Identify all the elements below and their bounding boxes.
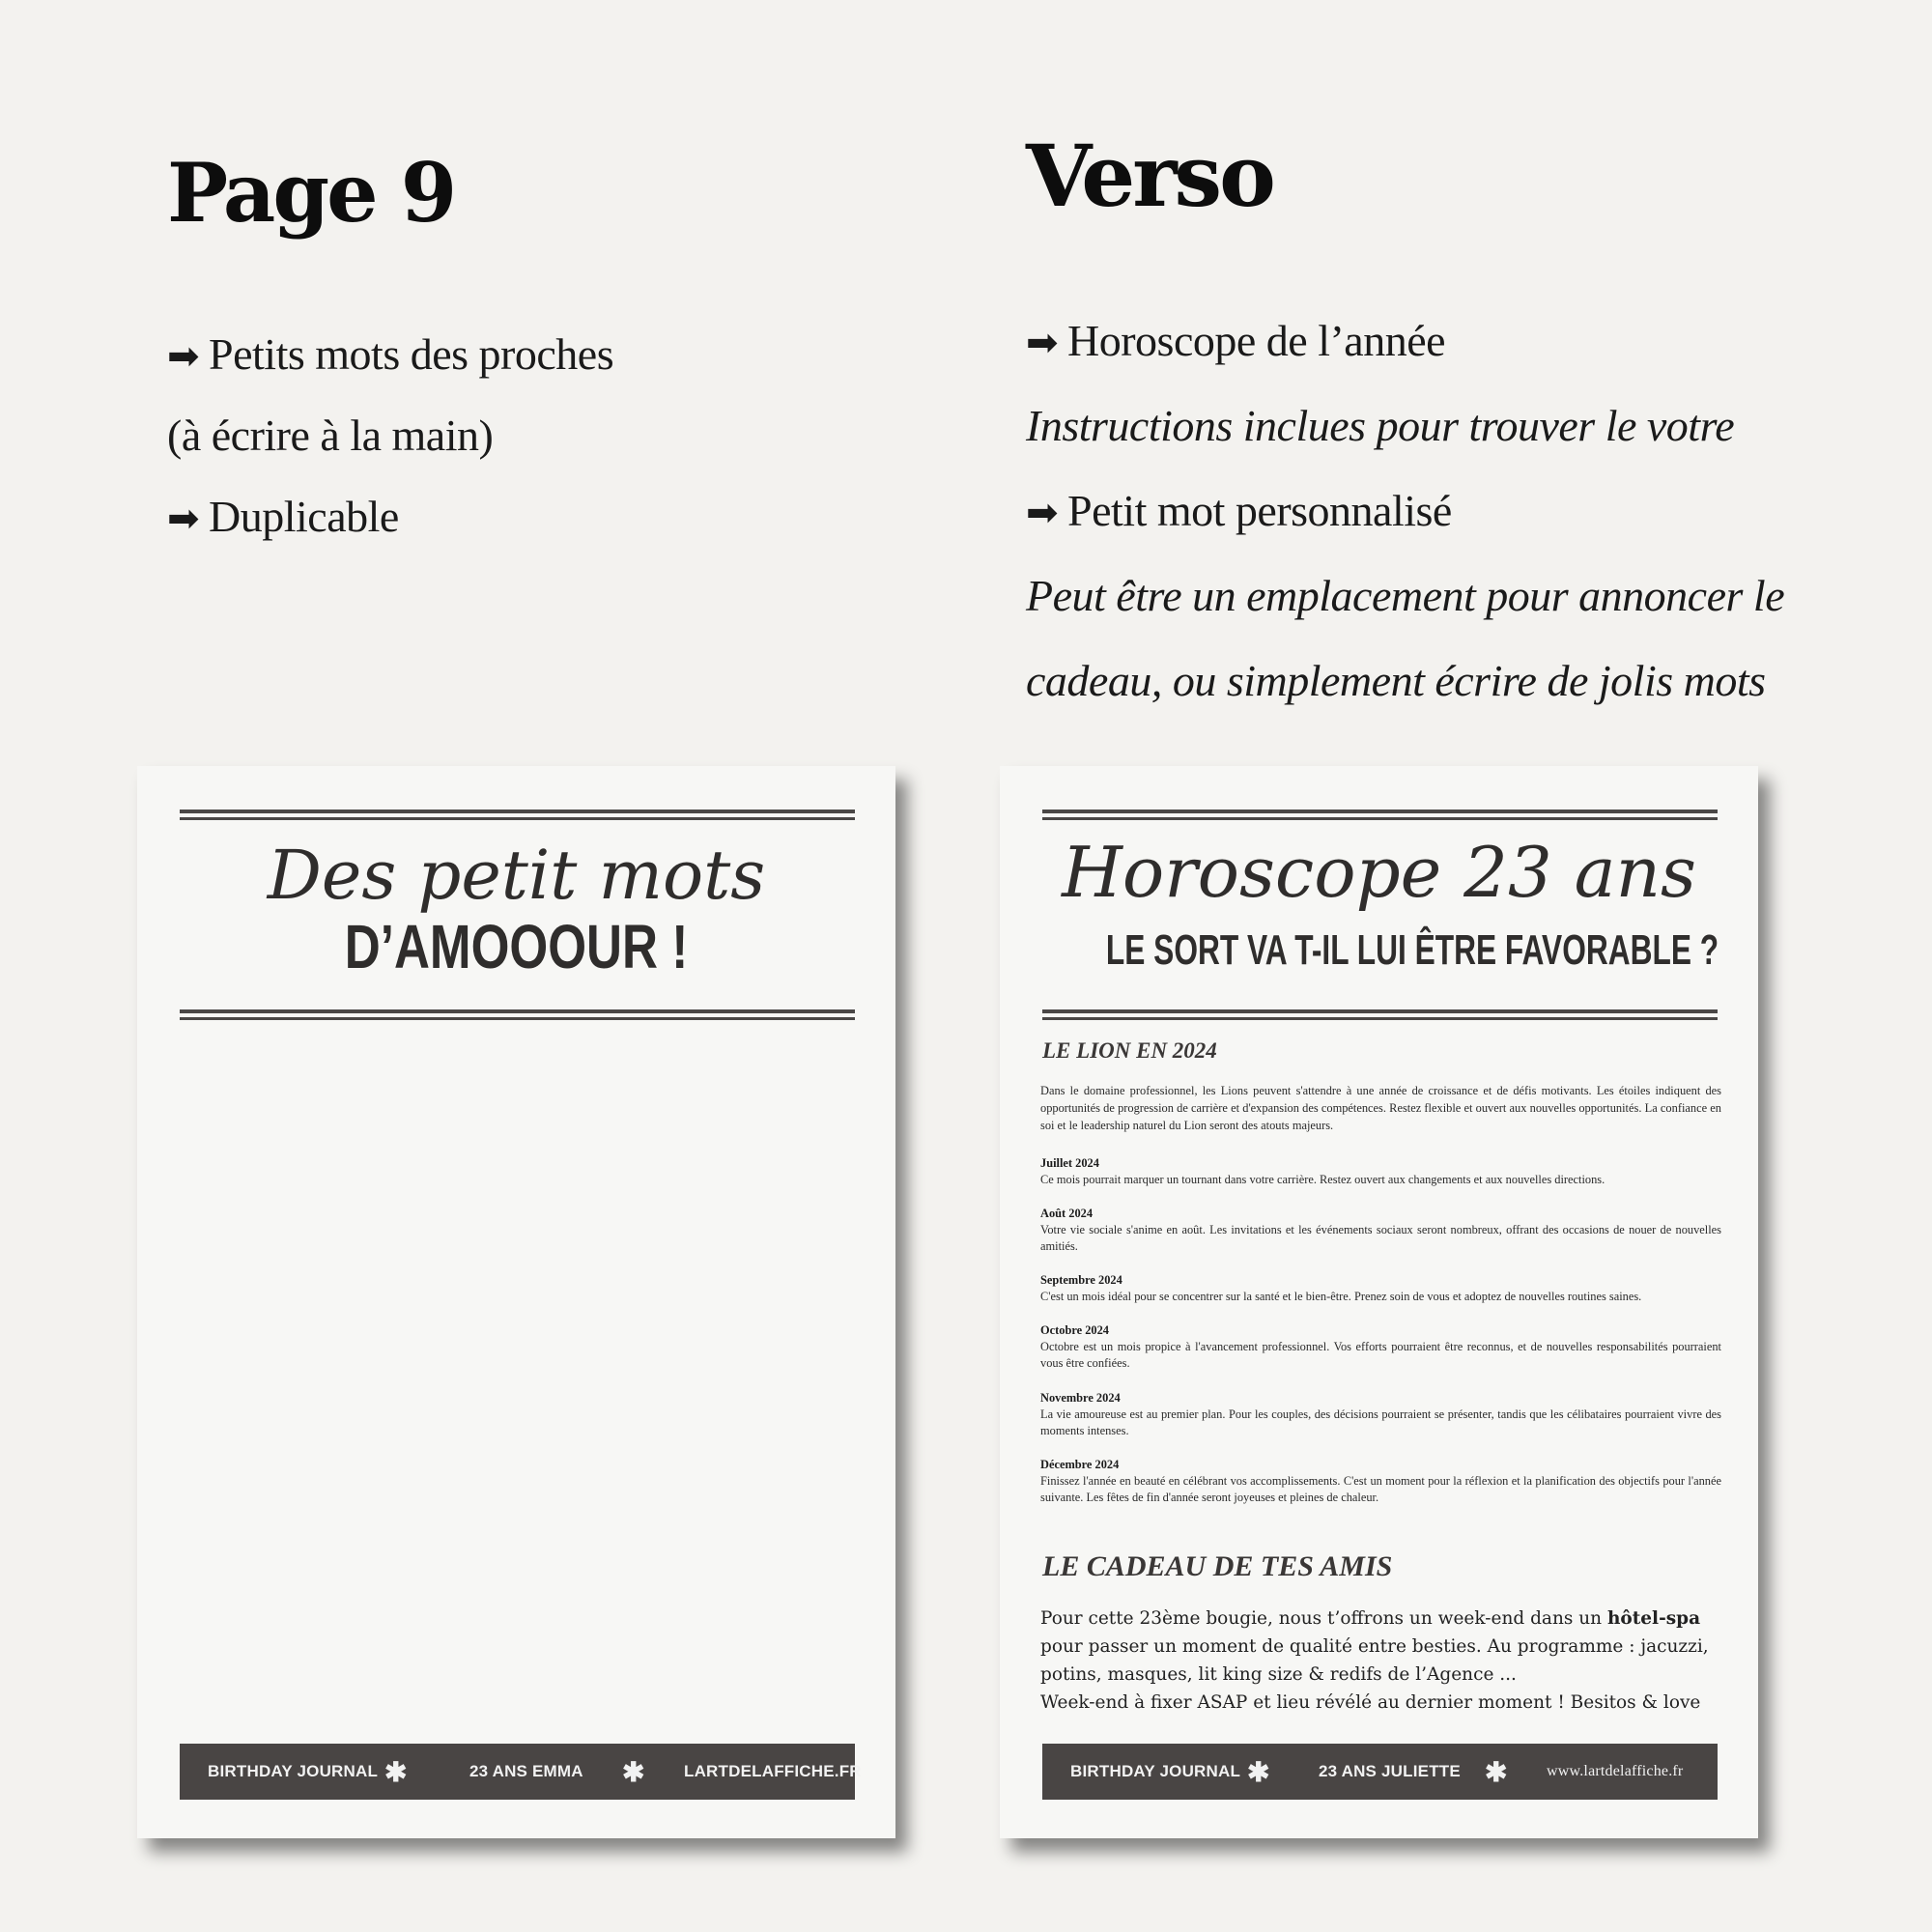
right-line-5-text: cadeau, ou simplement écrire de jolis mots: [1026, 656, 1766, 705]
gift-paragraph: [1040, 1605, 1719, 1717]
footer-left-text: BIRTHDAY JOURNAL: [1070, 1762, 1241, 1780]
arrow-right-icon: ➡: [167, 497, 200, 541]
month-entry: [1040, 1155, 1721, 1188]
gift-line-4: Week-end à fixer ASAP et lieu révélé au dernier moment ! Besitos & love: [1040, 1692, 1701, 1713]
month-text: Ce mois pourrait marquer un tournant dans votre carrière. Restez ouvert aux changements et aux nouvelles directions.: [1040, 1173, 1605, 1186]
page-footer: [180, 1744, 862, 1800]
month-entry: [1040, 1390, 1721, 1439]
subtitle: LE SORT VA T-IL LUI ÊTRE FAVORABLE ?: [1105, 926, 1719, 974]
gift-line-1-text: Pour cette 23ème bougie, nous t’offrons un week-end dans un: [1040, 1608, 1607, 1629]
intro-paragraph: Dans le domaine professionnel, les Lions peuvent s'attendre à une année de croissance et de défis motivants. Les étoiles indiquent des opportunités de progression de carrière et d'expansion des compétences. Restez flexible et ouvert aux nouvelles opportunités. La confiance en soi et le leadership naturel du Lion seront des atouts majeurs.: [1040, 1084, 1721, 1132]
month-text: Octobre est un mois propice à l'avancement professionnel. Vos efforts pourraient être reconnus, et de nouvelles responsabilités pourraient vous être confiées.: [1040, 1340, 1721, 1370]
right-heading: Verso: [1026, 126, 1273, 226]
footer-left-text: BIRTHDAY JOURNAL: [208, 1762, 379, 1780]
top-divider: [180, 810, 855, 820]
month-entry: [1040, 1206, 1721, 1255]
month-text: Votre vie sociale s'anime en août. Les invitations et les événements sociaux seront nombreux, offrant des occasions de nouer de nouvelles amitiés.: [1040, 1223, 1721, 1253]
right-line-3: [1026, 485, 1452, 536]
main-title: D’AMOOOUR !: [344, 912, 689, 981]
month-entry: [1040, 1322, 1721, 1372]
right-line-2-text: Instructions inclues pour trouver le votre: [1026, 401, 1735, 450]
arrow-right-icon: ➡: [167, 334, 200, 379]
month-entry: [1040, 1457, 1721, 1506]
section-title-lion: LE LION EN 2024: [1042, 1038, 1217, 1063]
gift-line-2: pour passer un moment de qualité entre besties. Au programme : jacuzzi,: [1040, 1636, 1709, 1657]
left-line-3: [167, 491, 399, 542]
left-line-2: [167, 410, 493, 461]
script-title: Horoscope 23 ans: [1062, 832, 1696, 913]
month-title: Décembre 2024: [1040, 1458, 1120, 1471]
right-line-3-text: Petit mot personnalisé: [1067, 486, 1452, 535]
arrow-right-icon: ➡: [1026, 321, 1059, 365]
left-page: [137, 766, 895, 1838]
left-line-1-text: Petits mots des proches: [209, 329, 614, 379]
month-title: Juillet 2024: [1040, 1156, 1099, 1170]
left-line-1: [167, 328, 613, 380]
month-entry: [1040, 1272, 1721, 1305]
right-line-5: [1026, 655, 1766, 706]
gift-line-3: potins, masques, lit king size & redifs de l’Agence ...: [1040, 1664, 1517, 1685]
asterisk-icon: ✱: [622, 1756, 645, 1787]
right-line-4-text: Peut être un emplacement pour annoncer le: [1026, 571, 1785, 620]
left-heading: Page 9: [167, 145, 455, 241]
right-line-2: [1026, 400, 1734, 451]
script-title: Des petit mots: [267, 836, 766, 915]
top-divider: [1042, 810, 1718, 820]
month-title: Novembre 2024: [1040, 1391, 1121, 1405]
bottom-divider: [1042, 1009, 1718, 1020]
gift-line-1: [1040, 1605, 1719, 1633]
month-text: Finissez l'année en beauté en célébrant vos accomplissements. C'est un moment pour la réflexion et la planification des objectifs pour l'année suivante. Les fêtes de fin d'année seront joyeuses et pleines de chaleur.: [1040, 1474, 1721, 1504]
month-title: Septembre 2024: [1040, 1273, 1122, 1287]
arrow-right-icon: ➡: [1026, 491, 1059, 535]
footer-center-text: 23 ANS EMMA: [469, 1762, 583, 1780]
asterisk-icon: ✱: [1247, 1756, 1270, 1787]
month-title: Octobre 2024: [1040, 1323, 1110, 1337]
left-line-2-text: (à écrire à la main): [167, 411, 494, 460]
asterisk-icon: ✱: [1485, 1756, 1508, 1787]
asterisk-icon: ✱: [384, 1756, 408, 1787]
month-text: C'est un mois idéal pour se concentrer sur la santé et le bien-être. Prenez soin de vous et adoptez de nouvelles routines saines.: [1040, 1290, 1642, 1303]
footer-right-text: LARTDELAFFICHE.FR: [684, 1762, 862, 1780]
left-line-3-text: Duplicable: [209, 492, 399, 541]
right-line-1-text: Horoscope de l’année: [1067, 316, 1446, 365]
month-title: Août 2024: [1040, 1207, 1094, 1220]
footer-center-text: 23 ANS JULIETTE: [1319, 1762, 1461, 1780]
right-line-1: [1026, 315, 1445, 366]
right-line-4: [1026, 570, 1784, 621]
gift-highlight: hôtel-spa: [1606, 1608, 1701, 1629]
footer-right-text: www.lartdelaffiche.fr: [1547, 1763, 1684, 1779]
page-footer: [1042, 1744, 1718, 1800]
bottom-divider: [180, 1009, 855, 1020]
right-page: [1000, 766, 1758, 1838]
section-title-gift: LE CADEAU DE TES AMIS: [1042, 1550, 1393, 1582]
month-text: La vie amoureuse est au premier plan. Pour les couples, des décisions pourraient se présenter, tandis que les célibataires pourraient vivre des moments intenses.: [1040, 1407, 1721, 1437]
